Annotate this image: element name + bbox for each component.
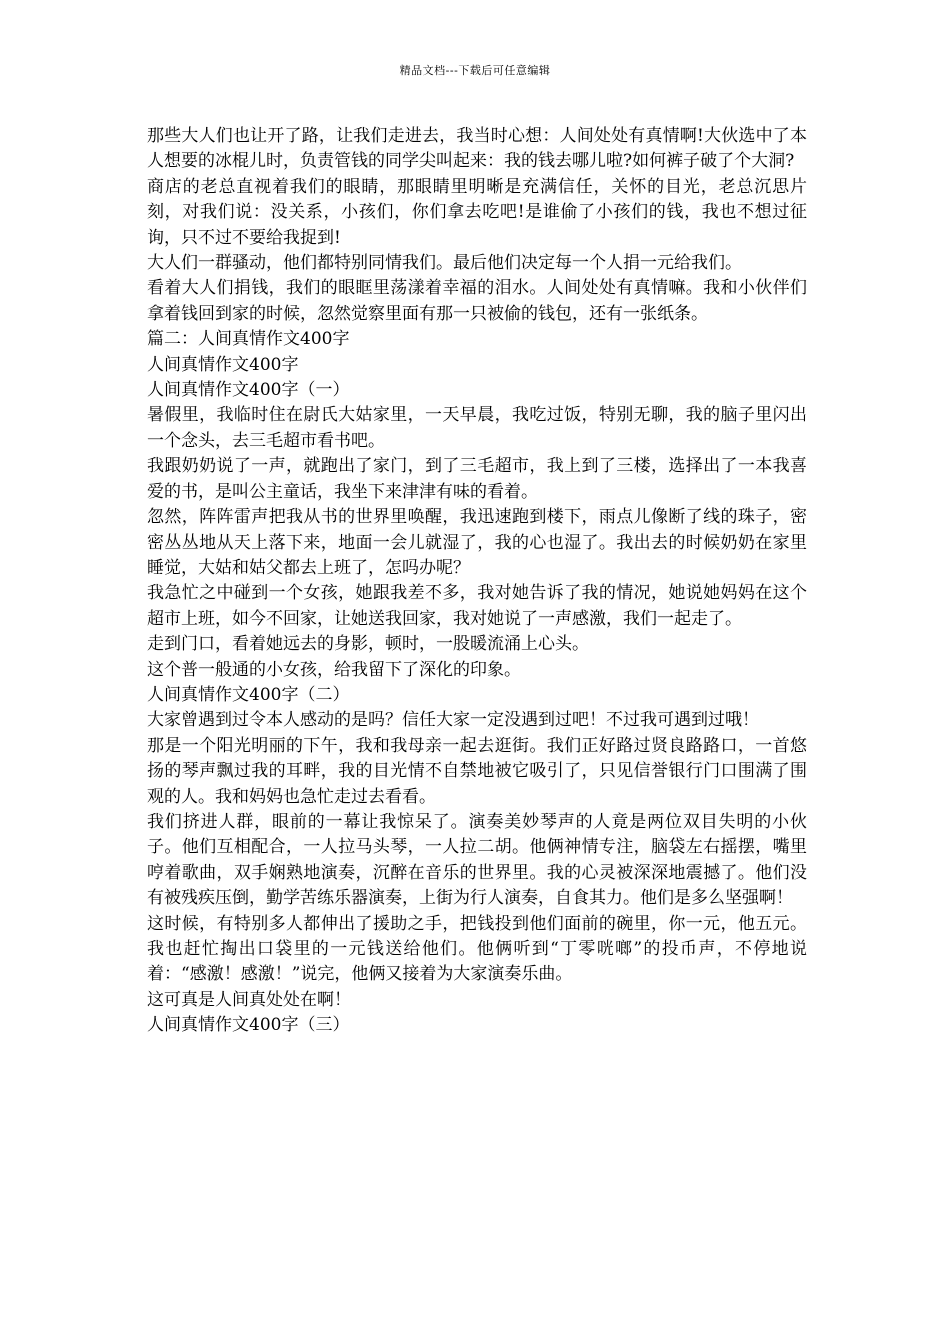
page-header: 精品文档---下载后可任意编辑 [399, 64, 551, 77]
subsection-heading: 人间真情作文400字（一） [147, 380, 350, 401]
paragraph: 我急忙之中碰到一个女孩，她跟我差不多，我对她告诉了我的情况，她说她妈妈在这个超市上班，如今不回家，让她送我回家，我对她说了一声感激，我们一起走了。 [147, 583, 807, 629]
paragraph: 这个普一般通的小女孩，给我留下了深化的印象。 [147, 659, 521, 680]
paragraph: 这可真是人间真处处在啊！ [147, 989, 351, 1010]
section-heading: 篇二：人间真情作文400字 [147, 329, 350, 350]
article-title: 人间真情作文400字 [147, 354, 299, 375]
paragraph: 那些大人们也让开了路，让我们走进去，我当时心想：人间处处有真情啊!大伙选中了本人想要的冰棍儿时，负责管钱的同学尖叫起来：我的钱去哪儿啦?如何裤子破了个大洞? [147, 126, 807, 172]
subsection-heading: 人间真情作文400字（三） [147, 1015, 350, 1036]
document-body [147, 124, 807, 1039]
paragraph: 大家曾遇到过令本人感动的是吗？信任大家一定没遇到过吧！不过我可遇到过哦！ [147, 710, 759, 731]
paragraph: 我们挤进人群，眼前的一幕让我惊呆了。演奏美妙琴声的人竟是两位双目失明的小伙子。他们互相配合，一人拉马头琴，一人拉二胡。他俩神情专注，脑袋左右摇摆，嘴里哼着歌曲，双手娴熟地演奏，沉醉在音乐的世界里。我的心灵被深深地震撼了。他们没有被残疾压倒，勤学苦练乐器演奏，上街为行人演奏，自食其力。他们是多么坚强啊！ [147, 811, 807, 909]
paragraph: 走到门口，看着她远去的身影，顿时，一股暖流涌上心头。 [147, 634, 589, 655]
paragraph: 暑假里，我临时住在尉氏大姑家里，一天早晨，我吃过饭，特别无聊，我的脑子里闪出一个念头，去三毛超市看书吧。 [147, 405, 807, 451]
paragraph: 我跟奶奶说了一声，就跑出了家门，到了三毛超市，我上到了三楼，选择出了一本我喜爱的书，是叫公主童话，我坐下来津津有味的看着。 [147, 456, 807, 502]
paragraph: 大人们一群骚动，他们都特别同情我们。最后他们决定每一个人捐一元给我们。 [147, 253, 742, 274]
paragraph: 这时候，有特别多人都伸出了援助之手，把钱投到他们面前的碗里，你一元，他五元。我也赶忙掏出口袋里的一元钱送给他们。他俩听到“丁零咣啷”的投币声，不停地说着：“感激！感激！”说完，他俩又接着为大家演奏乐曲。 [147, 913, 807, 985]
paragraph: 看着大人们捐钱，我们的眼眶里荡漾着幸福的泪水。人间处处有真情嘛。我和小伙伴们拿着钱回到家的时候，忽然觉察里面有那一只被偷的钱包，还有一张纸条。 [147, 278, 807, 324]
paragraph: 那是一个阳光明丽的下午，我和我母亲一起去逛街。我们正好路过贤良路路口，一首悠扬的琴声飘过我的耳畔，我的目光情不自禁地被它吸引了，只见信誉银行门口围满了围观的人。我和妈妈也急忙走过去看看。 [147, 735, 807, 807]
paragraph: 商店的老总直视着我们的眼睛，那眼睛里明晰是充满信任，关怀的目光，老总沉思片刻，对我们说：没关系，小孩们，你们拿去吃吧!是谁偷了小孩们的钱，我也不想过征询，只不过不要给我捉到! [147, 176, 807, 248]
subsection-heading: 人间真情作文400字（二） [147, 684, 350, 705]
paragraph: 忽然，阵阵雷声把我从书的世界里唤醒，我迅速跑到楼下，雨点儿像断了线的珠子，密密丛丛地从天上落下来，地面一会儿就湿了，我的心也湿了。我出去的时候奶奶在家里睡觉，大姑和姑父都去上班了，怎吗办呢？ [147, 507, 807, 578]
